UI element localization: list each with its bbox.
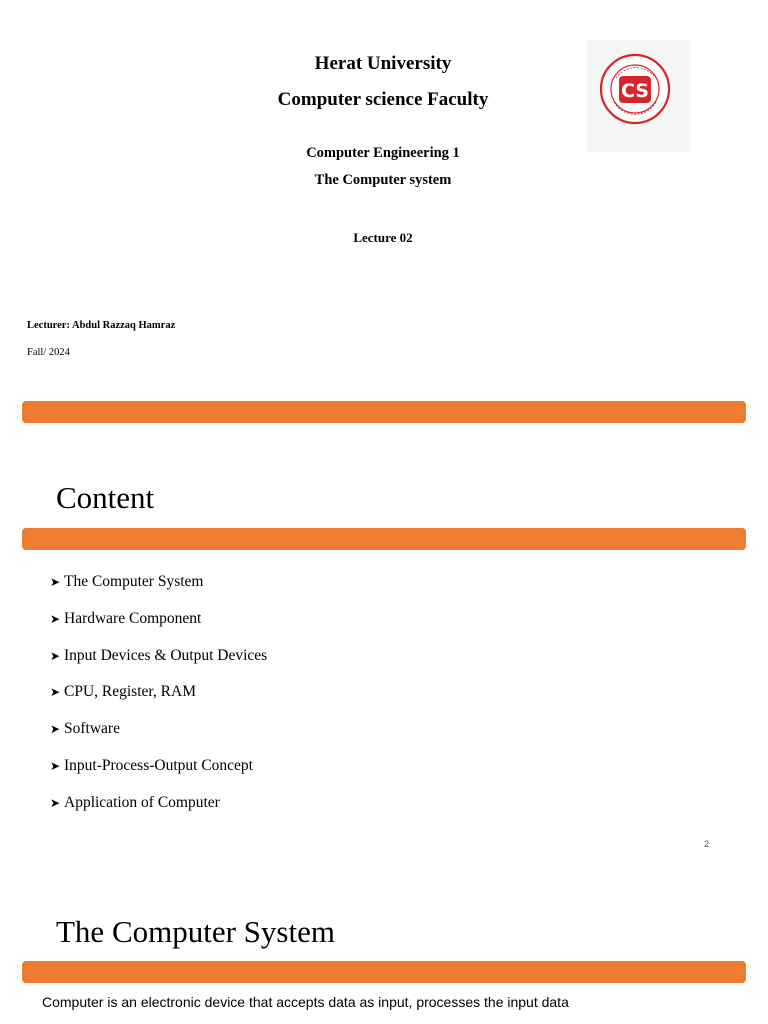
arrow-bullet-icon: ➤ <box>50 722 61 737</box>
arrow-bullet-icon: ➤ <box>50 648 61 663</box>
course-title: Computer Engineering 1 <box>306 145 460 161</box>
list-item: ➤ The Computer System <box>50 573 204 590</box>
accent-bar <box>22 961 746 983</box>
list-item: ➤ Software <box>50 720 120 738</box>
page-number: 2 <box>704 839 710 849</box>
list-item: ➤ Input-Process-Output Concept <box>50 756 253 774</box>
lecture-number: Lecture 02 <box>353 230 413 245</box>
list-item: ➤ Application of Computer <box>50 793 220 811</box>
list-item: ➤ CPU, Register, RAM <box>50 683 196 701</box>
arrow-bullet-icon: ➤ <box>50 795 61 810</box>
topic-title: The Computer system <box>314 172 452 188</box>
lecturer-name: Lecturer: Abdul Razzaq Hamraz <box>27 320 176 331</box>
arrow-bullet-icon: ➤ <box>50 611 61 626</box>
university-title: Herat University <box>314 53 452 74</box>
term-label: Fall/ 2024 <box>27 347 70 358</box>
body-paragraph: Computer is an electronic device that accepts data as input, processes the input data <box>42 994 569 1010</box>
university-logo <box>586 40 690 152</box>
logo-monogram: CS <box>621 80 649 102</box>
university-seal-icon <box>586 40 690 152</box>
section-heading: The Computer System <box>56 914 335 949</box>
content-list <box>50 572 267 830</box>
faculty-title: Computer science Faculty <box>277 89 489 110</box>
list-item: ➤ Hardware Component <box>50 609 202 627</box>
arrow-bullet-icon: ➤ <box>50 575 61 589</box>
content-heading: Content <box>56 480 155 515</box>
accent-bar <box>22 401 746 423</box>
list-item: ➤ Input Devices & Output Devices <box>50 646 268 664</box>
arrow-bullet-icon: ➤ <box>50 685 61 700</box>
accent-bar <box>22 528 746 550</box>
arrow-bullet-icon: ➤ <box>50 758 61 773</box>
